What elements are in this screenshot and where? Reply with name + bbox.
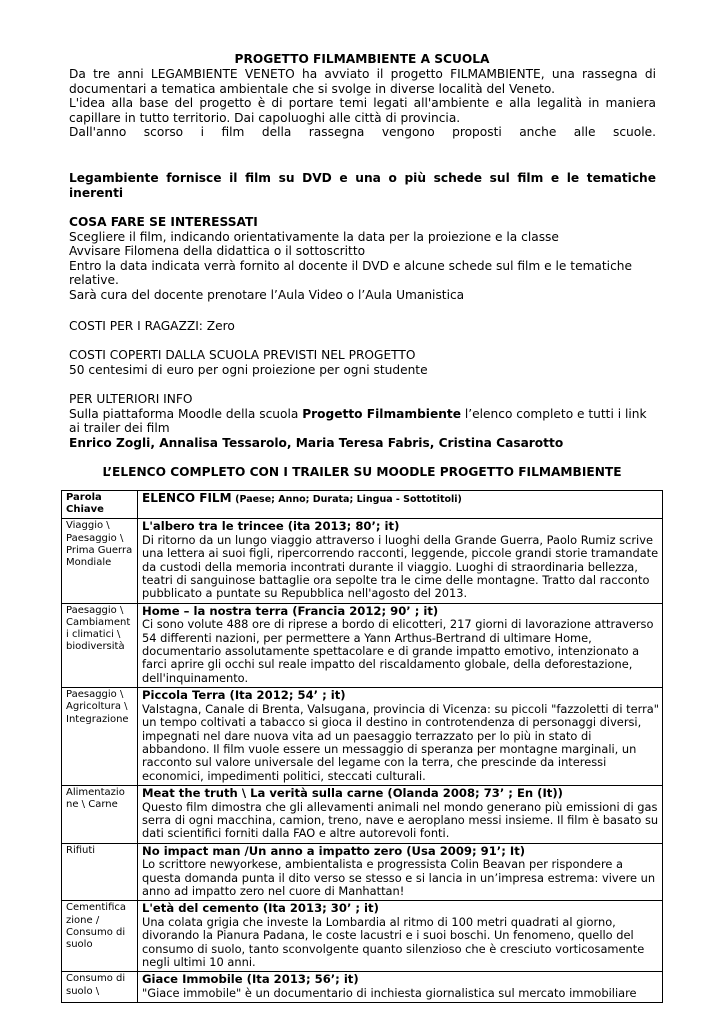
films-column-header xyxy=(138,491,663,519)
info-text-before: Sulla piattaforma Moodle della scuola xyxy=(69,406,303,421)
row-film xyxy=(138,843,663,901)
provides-statement: Legambiente fornisce il film su DVD e una o più schede sul film e le tematiche inerenti xyxy=(69,171,656,200)
costs-school-heading: COSTI COPERTI DALLA SCUOLA PREVISTI NEL PROGETTO xyxy=(69,348,416,362)
table-row xyxy=(62,972,663,1003)
film-title: Home – la nostra terra (Francia 2012; 90’ ; it) xyxy=(142,603,439,618)
table-row xyxy=(62,688,663,786)
intro-paragraph-3: Dall'anno scorso i film della rassegna vengono proposti anche alle scuole. xyxy=(69,125,656,140)
film-title: L'albero tra le trincee (ita 2013; 80’; it) xyxy=(142,519,400,534)
document-title: PROGETTO FILMAMBIENTE A SCUOLA xyxy=(234,52,490,66)
row-keyword: Alimentazio ne \ Carne xyxy=(62,786,138,844)
howto-line-2: Avvisare Filomena della didattica o il sottoscritto xyxy=(69,244,366,259)
film-description: "Giace immobile" è un documentario di inchiesta giornalistica sul mercato immobiliare xyxy=(142,985,637,1000)
film-title: Piccola Terra (Ita 2012; 54’ ; it) xyxy=(142,688,346,703)
row-keyword: Rifiuti xyxy=(62,843,138,901)
row-film xyxy=(138,901,663,972)
table-row xyxy=(62,519,663,603)
table-row xyxy=(62,901,663,972)
table-row xyxy=(62,843,663,901)
costs-students: COSTI PER I RAGAZZI: Zero xyxy=(69,319,235,333)
film-description: Di ritorno da un lungo viaggio attraverso i luoghi della Grande Guerra, Paolo Rumiz scrive una lettera ai suoi figli, ripercorrendo racconti, leggende, piccole grandi storie tramandate da custodi della memoria incontrati durante il viaggio. Luoghi di straordinaria bellezza, teatri di sanguinose battaglie ora sepolte tra le cime delle montagne. Tratto dal racconto pubblicato a puntate su Repubblica nell'agosto del 2013. xyxy=(142,532,659,601)
howto-line-3: Entro la data indicata verrà fornito al docente il DVD e alcune schede sul film e le tematiche relative. xyxy=(69,258,632,288)
film-description: Questo film dimostra che gli allevamenti animali nel mondo generano più emissioni di gas serra di ogni macchina, camion, treno, nave e aeroplano messi insieme. Il film è basato su dati scientifici forniti dalla FAO e altre autorevoli fonti. xyxy=(142,799,659,841)
costs-school-detail: 50 centesimi di euro per ogni proiezione per ogni studente xyxy=(69,362,428,377)
table-row xyxy=(62,786,663,844)
list-title: L’ELENCO COMPLETO CON I TRAILER SU MOODLE PROGETTO FILMAMBIENTE xyxy=(102,465,622,479)
film-title: Meat the truth \ La verità sulla carne (Olanda 2008; 73’ ; En (It)) xyxy=(142,786,563,801)
row-keyword: Cementifica zione / Consumo di suolo xyxy=(62,901,138,972)
row-keyword: Paesaggio \ Cambiament i climatici \ biodiversità xyxy=(62,603,138,687)
row-keyword: Viaggio \ Paesaggio \ Prima Guerra Mondiale xyxy=(62,519,138,603)
info-section xyxy=(69,392,656,450)
row-film xyxy=(138,688,663,786)
howto-heading: COSA FARE SE INTERESSATI xyxy=(69,215,258,229)
film-title: L'età del cemento (Ita 2013; 30’ ; it) xyxy=(142,901,379,916)
info-heading: PER ULTERIORI INFO xyxy=(69,392,193,406)
row-keyword: Paesaggio \ Agricoltura \ Integrazione xyxy=(62,688,138,786)
info-text-after: l’elenco completo e tutti i link ai trailer dei film xyxy=(69,406,647,436)
intro-section xyxy=(69,67,656,140)
howto-section xyxy=(69,215,656,303)
moodle-course-link: Progetto Filmambiente xyxy=(302,406,461,421)
film-title: No impact man /Un anno a impatto zero (Usa 2009; 91’; It) xyxy=(142,843,526,858)
keyword-column-header: Parola Chiave xyxy=(62,491,138,519)
table-header-row xyxy=(62,491,663,519)
film-description: Una colata grigia che investe la Lombardia al ritmo di 100 metri quadrati al giorno, divorando la Pianura Padana, le coste lacustri e i suoi boschi. Un fenomeno, quello del consumo di suolo, tanto sconvolgente quanto silenzioso che è cresciuto vorticosamente negli ultimi 10 anni. xyxy=(142,914,645,969)
row-film xyxy=(138,972,663,1003)
costs-school-section xyxy=(69,348,656,377)
row-film xyxy=(138,519,663,603)
intro-paragraph-1: Da tre anni LEGAMBIENTE VENETO ha avviato il progetto FILMAMBIENTE, una rassegna di documentari a tematica ambientale che si svolge in diverse località del Veneto. xyxy=(69,67,656,96)
howto-line-4: Sarà cura del docente prenotare l’Aula Video o l’Aula Umanistica xyxy=(69,287,465,302)
row-film xyxy=(138,786,663,844)
row-keyword: Consumo di suolo \ xyxy=(62,972,138,1003)
films-column-title: ELENCO FILM xyxy=(142,491,232,505)
film-description: Valstagna, Canale di Brenta, Valsugana, provincia di Vicenza: su piccoli "fazzoletti di terra" un tempo coltivati a tabacco si gioca il destino in controtendenza di personaggi diversi, impegnati nel dare nuova vita ad un paesaggio terrazzato per lo più in stato di abbandono. Il film vuole essere un messaggio di speranza per montagne marginali, un racconto sul valore universale del legame con la terra, che prescinde da interessi economici, impedimenti politici, steccati culturali. xyxy=(142,701,660,783)
row-film xyxy=(138,603,663,687)
film-title: Giace Immobile (Ita 2013; 56’; it) xyxy=(142,972,359,987)
films-column-note: (Paese; Anno; Durata; Lingua - Sottotitoli) xyxy=(235,494,462,505)
films-table xyxy=(61,490,663,1003)
contacts-line: Enrico Zogli, Annalisa Tessarolo, Maria Teresa Fabris, Cristina Casarotto xyxy=(69,435,564,450)
info-text xyxy=(69,407,656,436)
film-description: Ci sono volute 488 ore di riprese a bordo di elicotteri, 217 giorni di lavorazione attraverso 54 differenti nazioni, per permettere a Yann Arthus-Bertrand di ultimare Home, documentario assolutamente spettacolare e di grande impatto emotivo, intenzionato a farci aprire gli occhi sul reale impatto del riscaldamento globale, della deforestazione, dell'inquinamento. xyxy=(142,617,654,685)
intro-paragraph-2: L'idea alla base del progetto è di portare temi legati all'ambiente e alla legalità in maniera capillare in tutto territorio. Dai capoluoghi alle città di provincia. xyxy=(69,96,656,125)
howto-line-1: Scegliere il film, indicando orientativamente la data per la proiezione e la classe xyxy=(69,229,559,244)
table-row xyxy=(62,603,663,687)
film-description: Lo scrittore newyorkese, ambientalista e progressista Colin Beavan per rispondere a questa domanda punta il dito verso se stesso e si lancia in un’impresa estrema: vivere un anno ad impatto zero nel cuore di Manhattan! xyxy=(142,857,656,898)
